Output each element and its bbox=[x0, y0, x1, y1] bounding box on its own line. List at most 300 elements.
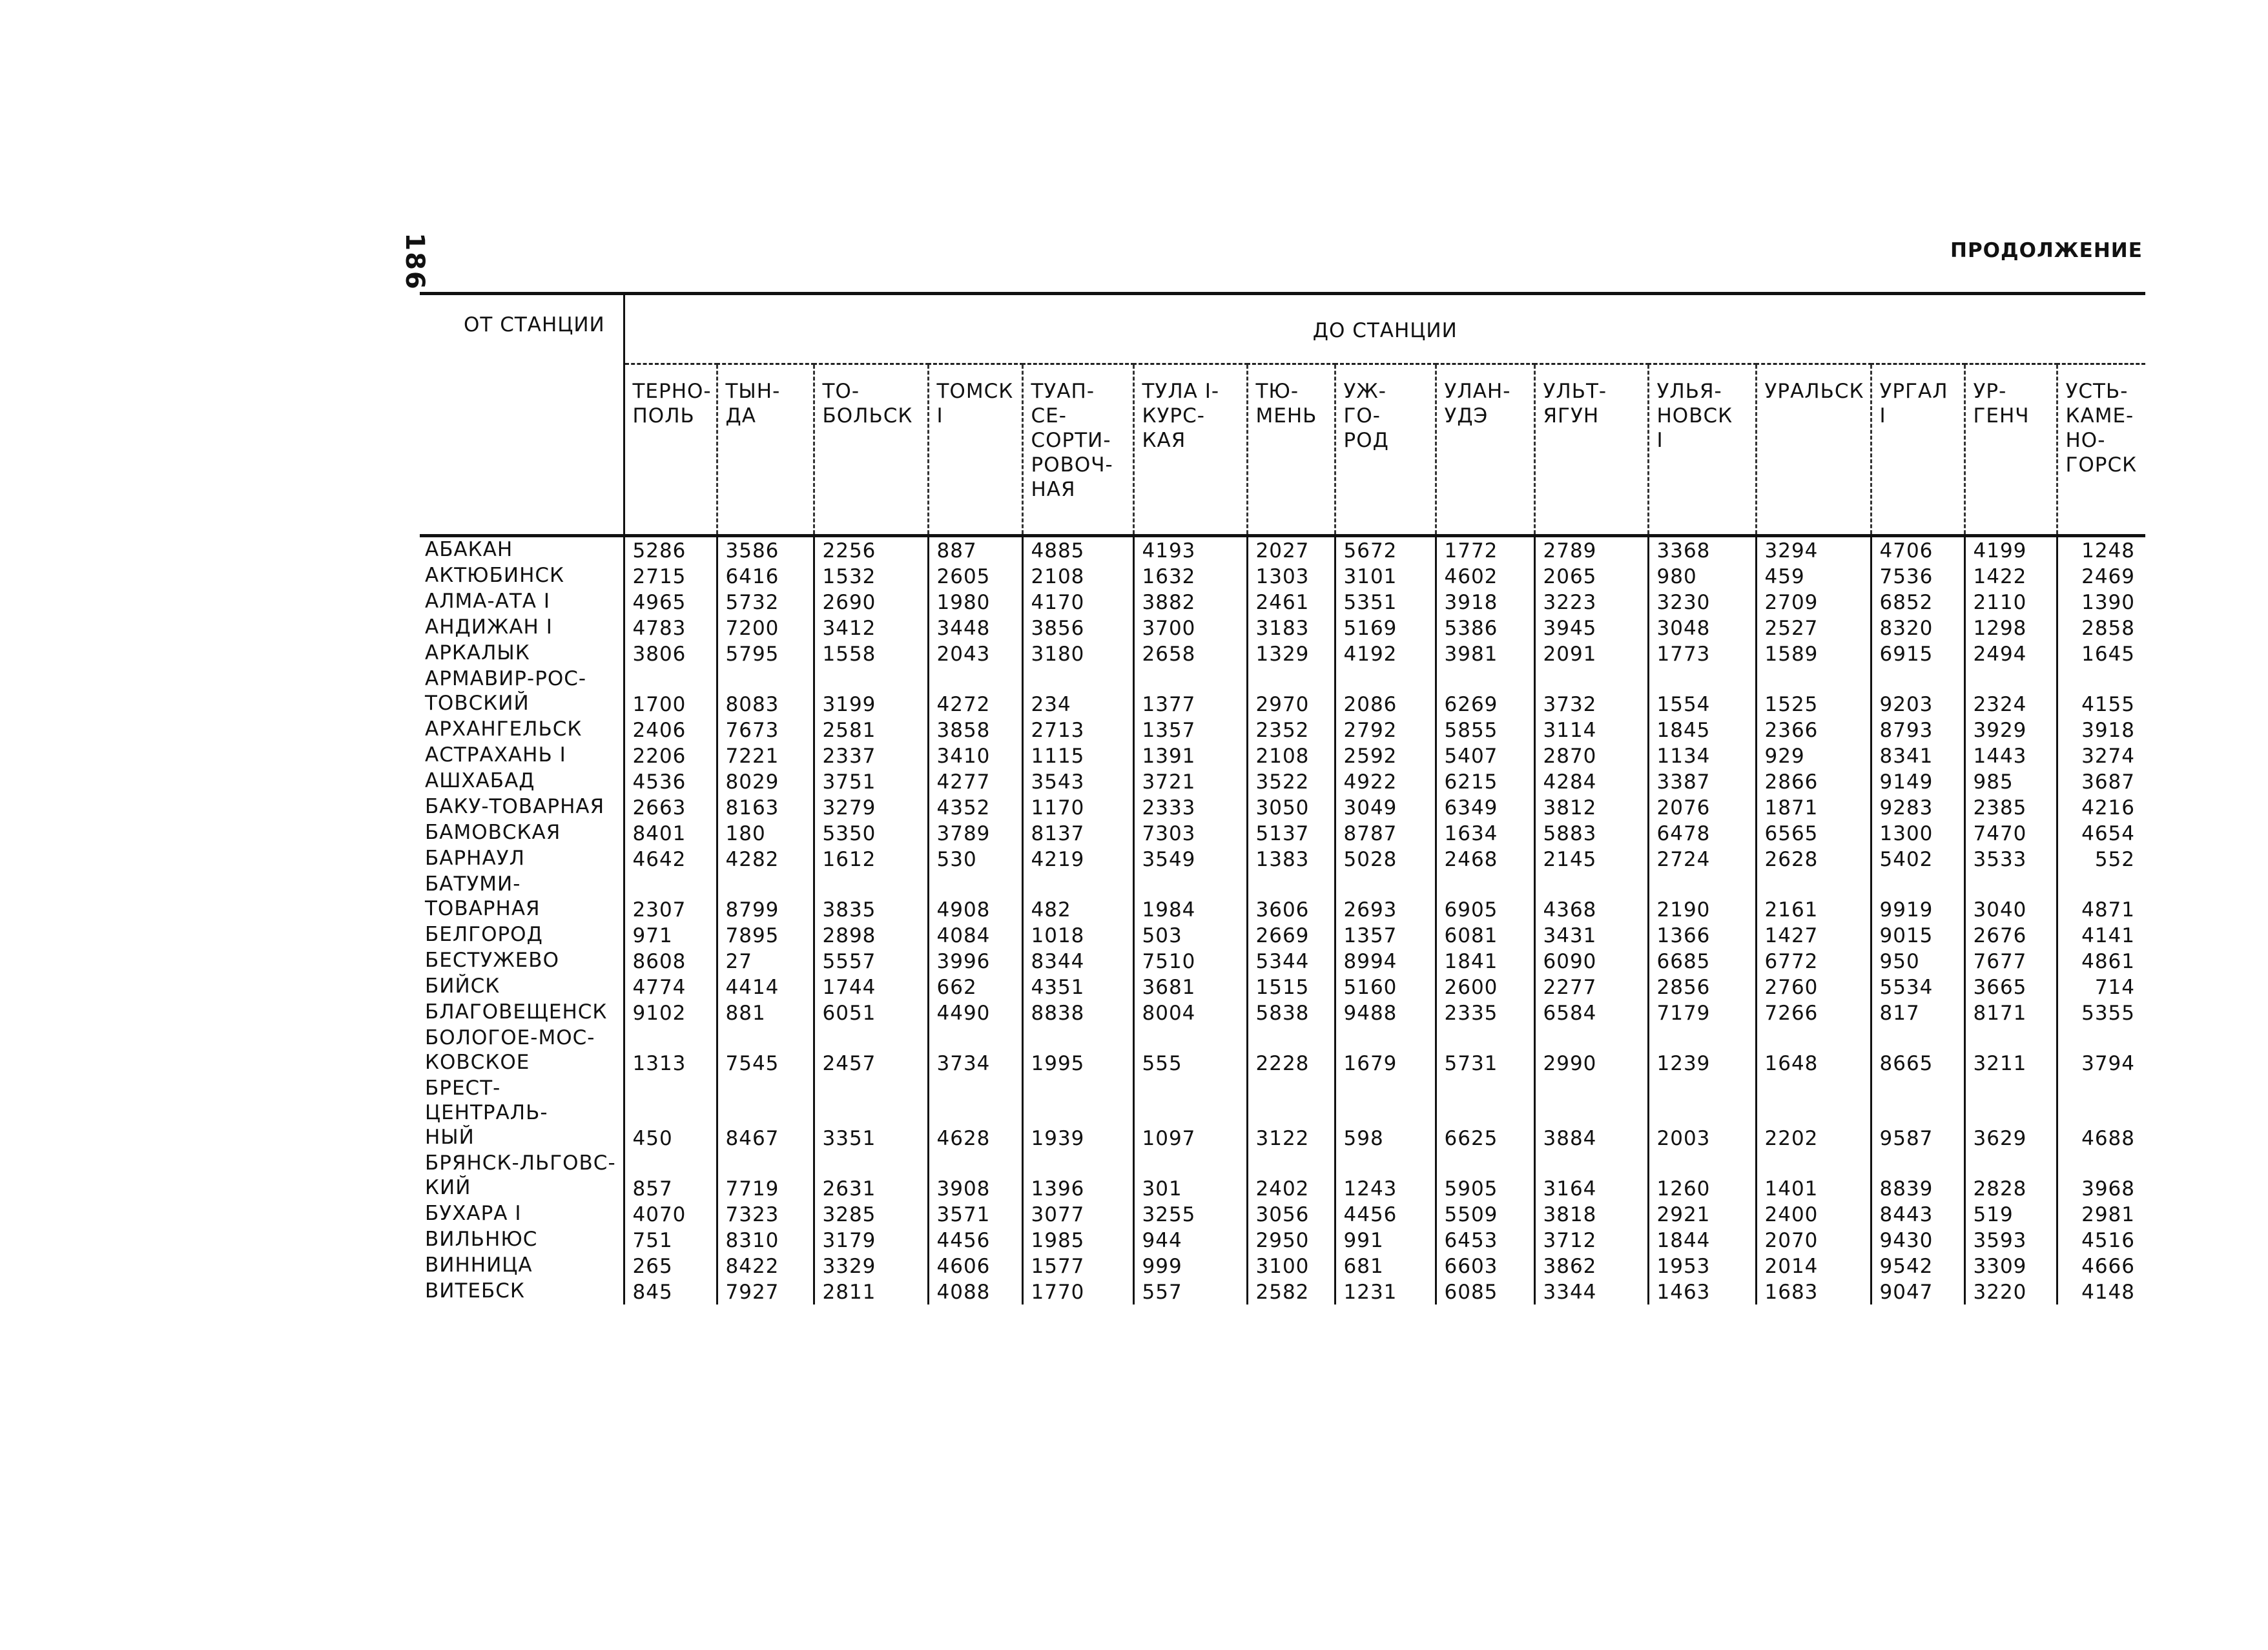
distance-cell: 9015 bbox=[1871, 922, 1964, 948]
distance-cell: 557 bbox=[1133, 1279, 1247, 1305]
distance-cell: 2724 bbox=[1648, 846, 1756, 872]
distance-cell: 2469 bbox=[2057, 563, 2145, 589]
distance-cell: 2461 bbox=[1247, 589, 1335, 615]
distance-cell: 845 bbox=[632, 1281, 673, 1304]
distance-cell: 7179 bbox=[1648, 1000, 1756, 1026]
distance-cell: 3048 bbox=[1648, 615, 1756, 641]
distance-cell: 4193 bbox=[1133, 536, 1247, 564]
table-row bbox=[420, 589, 2145, 615]
table-row bbox=[420, 615, 2145, 641]
distance-cell: 7470 bbox=[1964, 820, 2057, 846]
distance-cell: 2402 bbox=[1247, 1151, 1335, 1201]
table-row bbox=[420, 743, 2145, 768]
table-row bbox=[420, 948, 2145, 974]
station-name: АЛМА-АТА I bbox=[420, 589, 624, 615]
table-row bbox=[420, 536, 2145, 564]
distance-cell: 5732 bbox=[717, 589, 814, 615]
distance-cell: 2950 bbox=[1247, 1227, 1335, 1253]
table-row bbox=[420, 974, 2145, 1000]
distance-cell: 4642 bbox=[632, 848, 686, 871]
distance-cell: 1231 bbox=[1335, 1279, 1436, 1305]
distance-cell: 9919 bbox=[1871, 872, 1964, 922]
distance-cell: 5883 bbox=[1534, 820, 1648, 846]
station-name: АШХАБАД bbox=[420, 768, 624, 794]
header-row-main bbox=[420, 295, 2145, 364]
distance-cell: 5160 bbox=[1335, 974, 1436, 1000]
distance-cell: 751 bbox=[632, 1229, 673, 1252]
station-name: БЕЛГОРОД bbox=[420, 922, 624, 948]
distance-cell: 3255 bbox=[1133, 1201, 1247, 1227]
distance-cell: 4666 bbox=[2057, 1253, 2145, 1279]
distance-cell: 1401 bbox=[1756, 1151, 1871, 1201]
column-header: ТЫН- ДА bbox=[717, 364, 814, 536]
distance-cell: 3122 bbox=[1247, 1076, 1335, 1151]
distance-cell: 3274 bbox=[2057, 743, 2145, 768]
distance-cell: 7323 bbox=[717, 1201, 814, 1227]
distance-cell: 5855 bbox=[1436, 717, 1534, 743]
distance-cell: 1985 bbox=[1022, 1227, 1133, 1253]
distance-cell: 1632 bbox=[1133, 563, 1247, 589]
distance-cell: 5534 bbox=[1871, 974, 1964, 1000]
distance-cell: 1260 bbox=[1648, 1151, 1756, 1201]
distance-cell: 6051 bbox=[814, 1000, 928, 1026]
distance-cell: 1515 bbox=[1247, 974, 1335, 1000]
distance-cell: 2003 bbox=[1648, 1076, 1756, 1151]
distance-cell: 3945 bbox=[1534, 615, 1648, 641]
distance-cell: 5402 bbox=[1871, 846, 1964, 872]
distance-cell: 2400 bbox=[1756, 1201, 1871, 1227]
distance-cell: 1772 bbox=[1436, 536, 1534, 564]
station-name: БЕСТУЖЕВО bbox=[420, 948, 624, 974]
distance-cell: 2658 bbox=[1133, 641, 1247, 666]
distance-cell: 3665 bbox=[1964, 974, 2057, 1000]
column-header: ТОМСК I bbox=[928, 364, 1022, 536]
distance-cell: 4783 bbox=[632, 617, 686, 640]
distance-cell: 5344 bbox=[1247, 948, 1335, 974]
distance-cell: 3056 bbox=[1247, 1201, 1335, 1227]
distance-cell: 6090 bbox=[1534, 948, 1648, 974]
distance-cell: 1134 bbox=[1648, 743, 1756, 768]
column-header: УЛАН- УДЭ bbox=[1436, 364, 1534, 536]
distance-cell: 8341 bbox=[1871, 743, 1964, 768]
distance-cell: 1383 bbox=[1247, 846, 1335, 872]
table-row bbox=[420, 1279, 2145, 1305]
distance-cell: 2866 bbox=[1756, 768, 1871, 794]
distance-cell: 3918 bbox=[1436, 589, 1534, 615]
distance-cell: 1845 bbox=[1648, 717, 1756, 743]
distance-cell: 2669 bbox=[1247, 922, 1335, 948]
distance-cell: 1980 bbox=[928, 589, 1022, 615]
distance-cell: 5137 bbox=[1247, 820, 1335, 846]
distance-cell: 7200 bbox=[717, 615, 814, 641]
distance-cell: 6081 bbox=[1436, 922, 1534, 948]
distance-cell: 2228 bbox=[1247, 1026, 1335, 1076]
distance-cell: 4414 bbox=[717, 974, 814, 1000]
column-header: УРГАЛ I bbox=[1871, 364, 1964, 536]
station-name: АСТРАХАНЬ I bbox=[420, 743, 624, 768]
distance-cell: 3794 bbox=[2057, 1026, 2145, 1076]
distance-cell: 9102 bbox=[632, 1002, 686, 1025]
distance-cell: 3220 bbox=[1964, 1279, 2057, 1305]
table-row bbox=[420, 1026, 2145, 1076]
distance-cell: 6565 bbox=[1756, 820, 1871, 846]
distance-cell: 1773 bbox=[1648, 641, 1756, 666]
distance-cell: 944 bbox=[1133, 1227, 1247, 1253]
distance-cell: 2108 bbox=[1022, 563, 1133, 589]
distance-cell: 1300 bbox=[1871, 820, 1964, 846]
distance-cell: 5672 bbox=[1335, 536, 1436, 564]
continuation-label: ПРОДОЛЖЕНИЕ bbox=[1950, 239, 2143, 262]
distance-cell: 2406 bbox=[632, 719, 686, 742]
station-name: БУХАРА I bbox=[420, 1201, 624, 1227]
distance-cell: 4606 bbox=[928, 1253, 1022, 1279]
distance-cell: 4282 bbox=[717, 846, 814, 872]
distance-cell: 3812 bbox=[1534, 794, 1648, 820]
distance-cell: 4602 bbox=[1436, 563, 1534, 589]
distance-cell: 3344 bbox=[1534, 1279, 1648, 1305]
distance-cell: 9203 bbox=[1871, 666, 1964, 717]
distance-cell: 4490 bbox=[928, 1000, 1022, 1026]
table-row bbox=[420, 1000, 2145, 1026]
station-name: БАКУ-ТОВАРНАЯ bbox=[420, 794, 624, 820]
distance-cell: 2161 bbox=[1756, 872, 1871, 922]
distance-cell: 3230 bbox=[1648, 589, 1756, 615]
distance-cell: 1390 bbox=[2057, 589, 2145, 615]
distance-cell: 3543 bbox=[1022, 768, 1133, 794]
station-name: БОЛОГОЕ-МОС- КОВСКОЕ bbox=[420, 1026, 624, 1076]
distance-cell: 27 bbox=[717, 948, 814, 974]
table-row bbox=[420, 872, 2145, 922]
distance-cell: 3285 bbox=[814, 1201, 928, 1227]
distance-cell: 7510 bbox=[1133, 948, 1247, 974]
distance-cell: 3049 bbox=[1335, 794, 1436, 820]
distance-cell: 991 bbox=[1335, 1227, 1436, 1253]
table-row bbox=[420, 1151, 2145, 1201]
distance-cell: 3571 bbox=[928, 1201, 1022, 1227]
station-name: БАТУМИ-ТОВАРНАЯ bbox=[420, 872, 624, 922]
table-row bbox=[420, 922, 2145, 948]
distance-cell: 2581 bbox=[814, 717, 928, 743]
distance-cell: 1463 bbox=[1648, 1279, 1756, 1305]
distance-cell: 8787 bbox=[1335, 820, 1436, 846]
distance-cell: 1953 bbox=[1648, 1253, 1756, 1279]
distance-cell: 999 bbox=[1133, 1253, 1247, 1279]
distance-cell: 265 bbox=[632, 1255, 673, 1278]
distance-cell: 503 bbox=[1133, 922, 1247, 948]
distance-cell: 3806 bbox=[632, 643, 686, 666]
distance-cell: 3908 bbox=[928, 1151, 1022, 1201]
distance-cell: 4368 bbox=[1534, 872, 1648, 922]
distance-cell: 4219 bbox=[1022, 846, 1133, 872]
distance-cell: 3835 bbox=[814, 872, 928, 922]
distance-cell: 3387 bbox=[1648, 768, 1756, 794]
distance-cell: 6416 bbox=[717, 563, 814, 589]
distance-cell: 5838 bbox=[1247, 1000, 1335, 1026]
distance-cell: 3164 bbox=[1534, 1151, 1648, 1201]
distance-cell: 8171 bbox=[1964, 1000, 2057, 1026]
column-header: УР- ГЕНЧ bbox=[1964, 364, 2057, 536]
distance-cell: 2352 bbox=[1247, 717, 1335, 743]
distance-cell: 3329 bbox=[814, 1253, 928, 1279]
distance-cell: 2713 bbox=[1022, 717, 1133, 743]
station-name: АРХАНГЕЛЬСК bbox=[420, 717, 624, 743]
distance-cell: 4148 bbox=[2057, 1279, 2145, 1305]
distance-cell: 6584 bbox=[1534, 1000, 1648, 1026]
column-header: ТЮ- МЕНЬ bbox=[1247, 364, 1335, 536]
distance-cell: 2366 bbox=[1756, 717, 1871, 743]
distance-cell: 1422 bbox=[1964, 563, 2057, 589]
table-row bbox=[420, 1201, 2145, 1227]
distance-cell: 1554 bbox=[1648, 666, 1756, 717]
distance-cell: 7266 bbox=[1756, 1000, 1871, 1026]
from-station-header: ОТ СТАНЦИИ bbox=[420, 295, 624, 536]
distance-cell: 2070 bbox=[1756, 1227, 1871, 1253]
distance-cell: 5557 bbox=[814, 948, 928, 974]
distance-cell: 2693 bbox=[1335, 872, 1436, 922]
station-name: БАМОВСКАЯ bbox=[420, 820, 624, 846]
distance-cell: 3858 bbox=[928, 717, 1022, 743]
distance-cell: 2605 bbox=[928, 563, 1022, 589]
table-row bbox=[420, 641, 2145, 666]
distance-cell: 2592 bbox=[1335, 743, 1436, 768]
distance-cell: 2468 bbox=[1436, 846, 1534, 872]
distance-cell: 2898 bbox=[814, 922, 928, 948]
station-name: АКТЮБИНСК bbox=[420, 563, 624, 589]
distance-cell: 662 bbox=[928, 974, 1022, 1000]
station-name: ВИЛЬНЮС bbox=[420, 1227, 624, 1253]
distance-cell: 2277 bbox=[1534, 974, 1648, 1000]
column-header: УЖ- ГО- РОД bbox=[1335, 364, 1436, 536]
distance-cell: 1939 bbox=[1022, 1076, 1133, 1151]
distance-cell: 857 bbox=[632, 1177, 673, 1201]
distance-cell: 4861 bbox=[2057, 948, 2145, 974]
distance-cell: 8310 bbox=[717, 1227, 814, 1253]
station-name: БРЕСТ-ЦЕНТРАЛЬ- НЫЙ bbox=[420, 1076, 624, 1151]
distance-cell: 8665 bbox=[1871, 1026, 1964, 1076]
station-name: ВИТЕБСК bbox=[420, 1279, 624, 1305]
distance-cell: 7221 bbox=[717, 743, 814, 768]
distance-cell: 4885 bbox=[1022, 536, 1133, 564]
distance-cell: 4070 bbox=[632, 1203, 686, 1226]
distance-cell: 3918 bbox=[2057, 717, 2145, 743]
distance-cell: 6852 bbox=[1871, 589, 1964, 615]
distance-cell: 1427 bbox=[1756, 922, 1871, 948]
distance-cell: 3981 bbox=[1436, 641, 1534, 666]
distance-cell: 3882 bbox=[1133, 589, 1247, 615]
distance-cell: 2145 bbox=[1534, 846, 1648, 872]
distance-cell: 8443 bbox=[1871, 1201, 1964, 1227]
table-row bbox=[420, 666, 2145, 717]
distance-cell: 6685 bbox=[1648, 948, 1756, 974]
distance-cell: 817 bbox=[1871, 1000, 1964, 1026]
column-header: ТО- БОЛЬСК bbox=[814, 364, 928, 536]
distance-cell: 1770 bbox=[1022, 1279, 1133, 1305]
distance-cell: 3101 bbox=[1335, 563, 1436, 589]
distance-cell: 2990 bbox=[1534, 1026, 1648, 1076]
distance-cell: 2981 bbox=[2057, 1201, 2145, 1227]
distance-cell: 1313 bbox=[632, 1052, 686, 1075]
table-row bbox=[420, 820, 2145, 846]
distance-cell: 2335 bbox=[1436, 1000, 1534, 1026]
distance-cell: 971 bbox=[632, 924, 673, 947]
distance-cell: 1018 bbox=[1022, 922, 1133, 948]
distance-cell: 3309 bbox=[1964, 1253, 2057, 1279]
distance-cell: 8029 bbox=[717, 768, 814, 794]
distance-cell: 3431 bbox=[1534, 922, 1648, 948]
distance-cell: 4628 bbox=[928, 1076, 1022, 1151]
distance-cell: 3856 bbox=[1022, 615, 1133, 641]
distance-cell: 8793 bbox=[1871, 717, 1964, 743]
distance-cell: 3968 bbox=[2057, 1151, 2145, 1201]
distance-cell: 1984 bbox=[1133, 872, 1247, 922]
distance-cell: 5286 bbox=[632, 539, 686, 562]
distance-cell: 4170 bbox=[1022, 589, 1133, 615]
distance-cell: 2628 bbox=[1756, 846, 1871, 872]
distance-cell: 2715 bbox=[632, 565, 686, 588]
distance-cell: 1357 bbox=[1133, 717, 1247, 743]
distance-cell: 8839 bbox=[1871, 1151, 1964, 1201]
column-header: УЛЬЯ- НОВСК I bbox=[1648, 364, 1756, 536]
distance-cell: 4192 bbox=[1335, 641, 1436, 666]
distance-cell: 3351 bbox=[814, 1076, 928, 1151]
distance-cell: 2792 bbox=[1335, 717, 1436, 743]
distance-cell: 6915 bbox=[1871, 641, 1964, 666]
distance-cell: 2206 bbox=[632, 745, 686, 768]
distance-cell: 4654 bbox=[2057, 820, 2145, 846]
distance-cell: 4536 bbox=[632, 770, 686, 794]
distance-cell: 3412 bbox=[814, 615, 928, 641]
distance-cell: 2065 bbox=[1534, 563, 1648, 589]
distance-cell: 2333 bbox=[1133, 794, 1247, 820]
distance-cell: 9587 bbox=[1871, 1076, 1964, 1151]
table-row bbox=[420, 717, 2145, 743]
distance-cell: 4277 bbox=[928, 768, 1022, 794]
distance-cell: 4922 bbox=[1335, 768, 1436, 794]
distance-cell: 450 bbox=[632, 1127, 673, 1150]
distance-cell: 2527 bbox=[1756, 615, 1871, 641]
distance-cell: 7927 bbox=[717, 1279, 814, 1305]
distance-cell: 2811 bbox=[814, 1279, 928, 1305]
distance-cell: 5509 bbox=[1436, 1201, 1534, 1227]
distance-cell: 3183 bbox=[1247, 615, 1335, 641]
distance-cell: 9430 bbox=[1871, 1227, 1964, 1253]
distance-cell: 7303 bbox=[1133, 820, 1247, 846]
distance-cell: 2760 bbox=[1756, 974, 1871, 1000]
table-row bbox=[420, 1227, 2145, 1253]
distance-cell: 3593 bbox=[1964, 1227, 2057, 1253]
table-row bbox=[420, 1076, 2145, 1151]
distance-cell: 3629 bbox=[1964, 1076, 2057, 1151]
distance-cell: 4352 bbox=[928, 794, 1022, 820]
distance-cell: 2027 bbox=[1247, 536, 1335, 564]
distance-cell: 2921 bbox=[1648, 1201, 1756, 1227]
station-name: АРМАВИР-РОС- ТОВСКИЙ bbox=[420, 666, 624, 717]
table-row bbox=[420, 768, 2145, 794]
distance-cell: 3789 bbox=[928, 820, 1022, 846]
distance-cell: 8320 bbox=[1871, 615, 1964, 641]
distance-cell: 4456 bbox=[1335, 1201, 1436, 1227]
distance-cell: 3751 bbox=[814, 768, 928, 794]
distance-cell: 5028 bbox=[1335, 846, 1436, 872]
distance-cell: 301 bbox=[1133, 1151, 1247, 1201]
table-row bbox=[420, 846, 2145, 872]
distance-cell: 3223 bbox=[1534, 589, 1648, 615]
distance-cell: 2307 bbox=[632, 898, 686, 922]
distance-cell: 5905 bbox=[1436, 1151, 1534, 1201]
distance-cell: 1679 bbox=[1335, 1026, 1436, 1076]
distance-cell: 459 bbox=[1756, 563, 1871, 589]
distance-cell: 598 bbox=[1335, 1076, 1436, 1151]
distance-cell: 7673 bbox=[717, 717, 814, 743]
distance-cell: 1366 bbox=[1648, 922, 1756, 948]
distance-cell: 2828 bbox=[1964, 1151, 2057, 1201]
distance-cell: 8083 bbox=[717, 666, 814, 717]
distance-cell: 3410 bbox=[928, 743, 1022, 768]
distance-cell: 4272 bbox=[928, 666, 1022, 717]
distance-cell: 1170 bbox=[1022, 794, 1133, 820]
distance-cell: 4456 bbox=[928, 1227, 1022, 1253]
station-name: АРКАЛЫК bbox=[420, 641, 624, 666]
distance-cell: 5169 bbox=[1335, 615, 1436, 641]
page-number: 186 bbox=[400, 232, 429, 291]
distance-cell: 2324 bbox=[1964, 666, 2057, 717]
distance-cell: 2856 bbox=[1648, 974, 1756, 1000]
distance-cell: 6453 bbox=[1436, 1227, 1534, 1253]
distance-cell: 2256 bbox=[814, 536, 928, 564]
distance-cell: 2086 bbox=[1335, 666, 1436, 717]
distance-cell: 9283 bbox=[1871, 794, 1964, 820]
distance-cell: 3996 bbox=[928, 948, 1022, 974]
distance-cell: 4774 bbox=[632, 976, 686, 999]
distance-cell: 7895 bbox=[717, 922, 814, 948]
distance-cell: 2110 bbox=[1964, 589, 2057, 615]
distance-cell: 2858 bbox=[2057, 615, 2145, 641]
column-header: УЛЬТ- ЯГУН bbox=[1534, 364, 1648, 536]
distance-cell: 2709 bbox=[1756, 589, 1871, 615]
distance-cell: 980 bbox=[1648, 563, 1756, 589]
distance-cell: 519 bbox=[1964, 1201, 2057, 1227]
distance-cell: 2337 bbox=[814, 743, 928, 768]
distance-cell: 2970 bbox=[1247, 666, 1335, 717]
distance-cell: 2600 bbox=[1436, 974, 1534, 1000]
distance-cell: 4965 bbox=[632, 591, 686, 614]
distance-cell: 3549 bbox=[1133, 846, 1247, 872]
distance-cell: 3712 bbox=[1534, 1227, 1648, 1253]
distance-cell: 9488 bbox=[1335, 1000, 1436, 1026]
distance-cell: 1844 bbox=[1648, 1227, 1756, 1253]
distance-cell: 1634 bbox=[1436, 820, 1534, 846]
distance-cell: 1525 bbox=[1756, 666, 1871, 717]
distance-cell: 8422 bbox=[717, 1253, 814, 1279]
distance-cell: 2043 bbox=[928, 641, 1022, 666]
distance-cell: 3180 bbox=[1022, 641, 1133, 666]
distance-cell: 2663 bbox=[632, 796, 686, 820]
column-header: ТУЛА I- КУРС- КАЯ bbox=[1133, 364, 1247, 536]
table-body bbox=[420, 294, 2145, 1305]
distance-cell: 1648 bbox=[1756, 1026, 1871, 1076]
distance-cell: 6603 bbox=[1436, 1253, 1534, 1279]
distance-cell: 4088 bbox=[928, 1279, 1022, 1305]
distance-cell: 1700 bbox=[632, 693, 686, 716]
distance-cell: 4516 bbox=[2057, 1227, 2145, 1253]
distance-cell: 3077 bbox=[1022, 1201, 1133, 1227]
column-header: ТЕРНО- ПОЛЬ bbox=[624, 364, 717, 536]
distance-cell: 2789 bbox=[1534, 536, 1648, 564]
distance-cell: 3448 bbox=[928, 615, 1022, 641]
distance-cell: 1303 bbox=[1247, 563, 1335, 589]
distance-cell: 714 bbox=[2057, 974, 2145, 1000]
distance-cell: 1357 bbox=[1335, 922, 1436, 948]
